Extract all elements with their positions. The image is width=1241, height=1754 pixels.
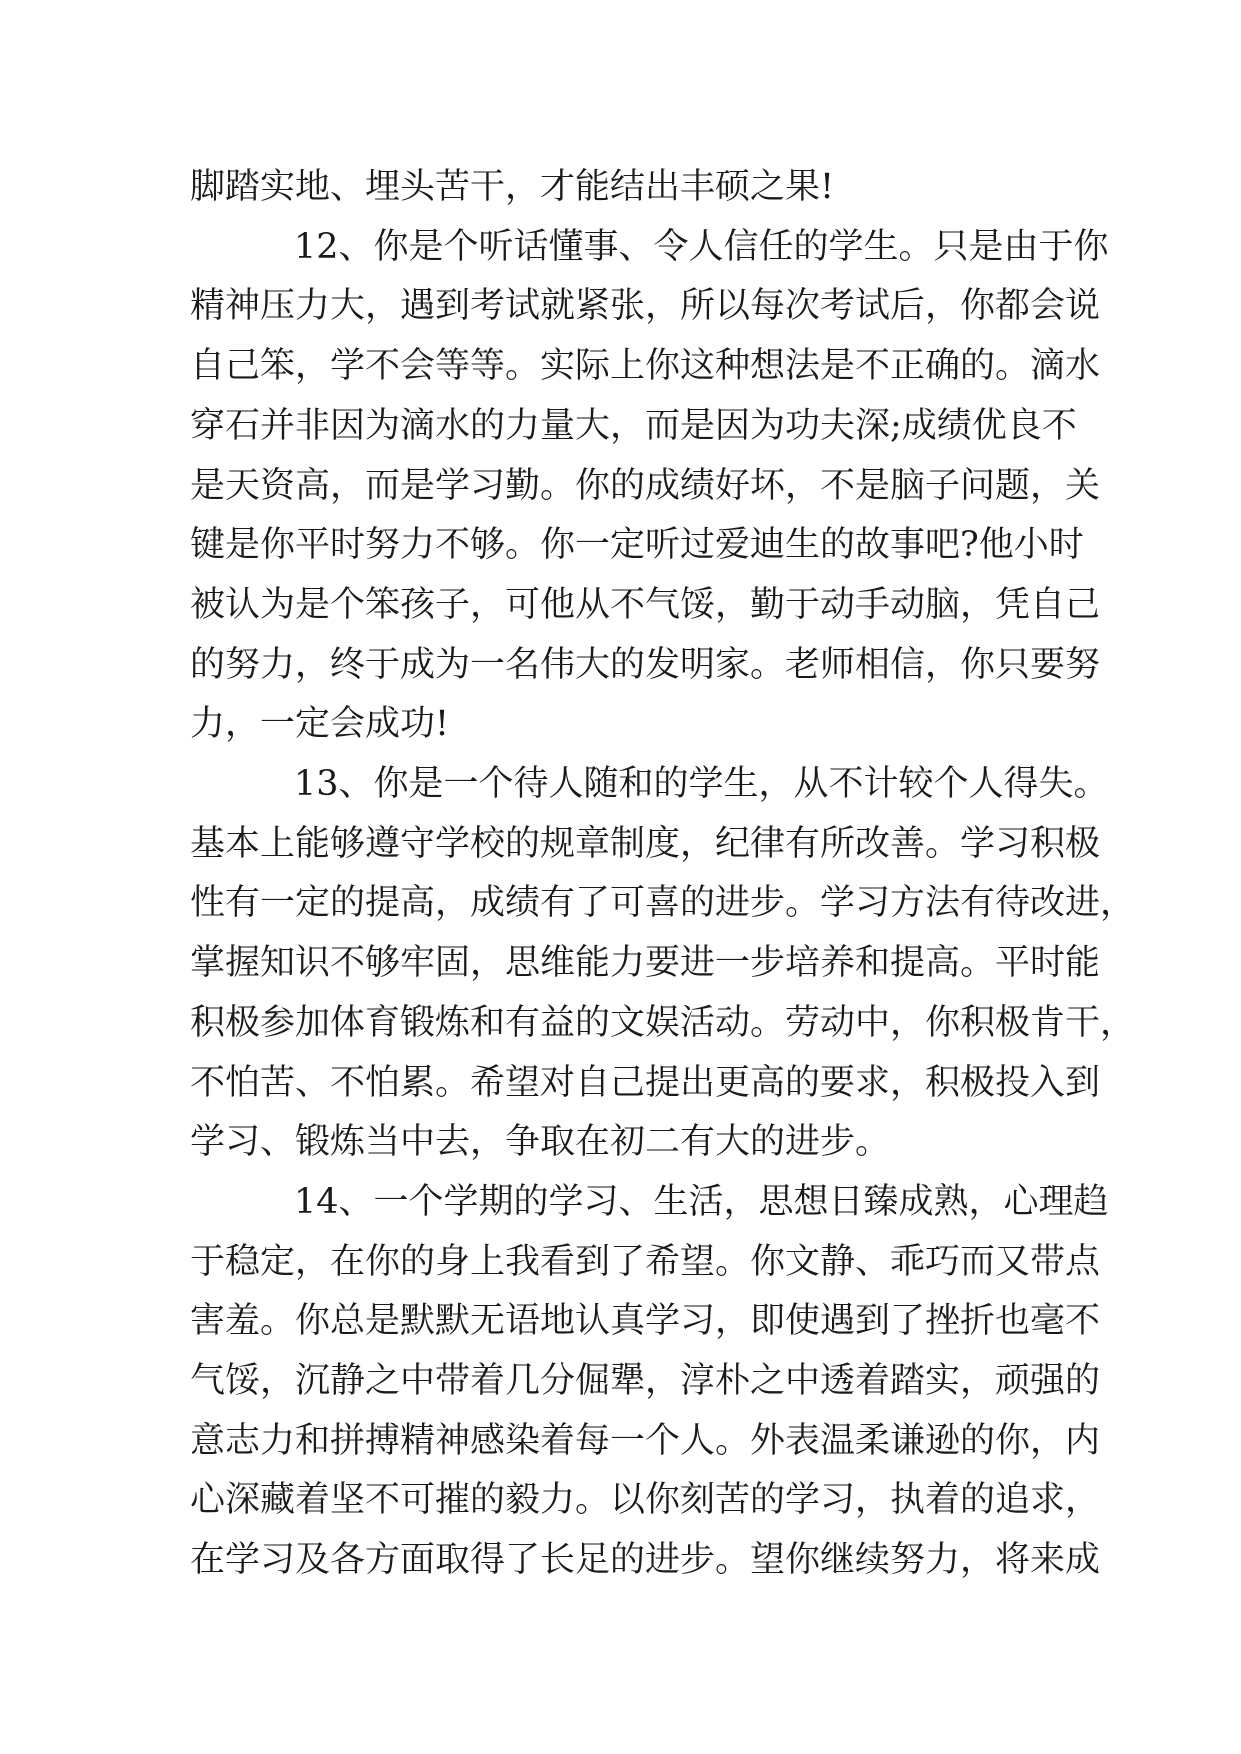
text-line: 自己笨，学不会等等。实际上你这种想法是不正确的。滴水 <box>190 346 1101 387</box>
document-body <box>190 158 1136 1591</box>
text-line: 力，一定会成功! <box>190 704 450 745</box>
text-line: 脚踏实地、埋头苦干，才能结出丰硕之果! <box>190 167 835 207</box>
text-line: 于稳定，在你的身上我看到了希望。你文静、乖巧而又带点 <box>190 1241 1101 1282</box>
text-line: 性有一定的提高，成绩有了可喜的进步。学习方法有待改进， <box>190 883 1136 924</box>
text-line: 穿石并非因为滴水的力量大，而是因为功夫深;成绩优良不 <box>190 405 1077 446</box>
text-line: 基本上能够遵守学校的规章制度，纪律有所改善。学习积极 <box>190 823 1101 864</box>
text-line: 掌握知识不够牢固，思维能力要进一步培养和提高。平时能 <box>190 943 1101 984</box>
text-line: 害羞。你总是默默无语地认真学习，即使遇到了挫折也毫不 <box>190 1301 1101 1342</box>
text-line: 学习、锻炼当中去，争取在初二有大的进步。 <box>190 1122 891 1163</box>
text-line: 积极参加体育锻炼和有益的文娱活动。劳动中，你积极肯干， <box>190 1002 1136 1043</box>
text-line: 在学习及各方面取得了长足的进步。望你继续努力，将来成 <box>190 1540 1101 1581</box>
paragraph-13-first-line: 13、你是一个待人随和的学生，从不计较个人得失。 <box>294 764 1109 805</box>
text-line: 是天资高，而是学习勤。你的成绩好坏，不是脑子问题，关 <box>190 465 1101 506</box>
text-line: 心深藏着坚不可摧的毅力。以你刻苦的学习，执着的追求， <box>190 1480 1101 1521</box>
text-line: 精神压力大，遇到考试就紧张，所以每次考试后，你都会说 <box>190 286 1101 327</box>
text-line: 键是你平时努力不够。你一定听过爱迪生的故事吧?他小时 <box>190 525 1084 566</box>
text-line: 气馁，沉静之中带着几分倔犟，淳朴之中透着踏实，顽强的 <box>190 1361 1101 1402</box>
text-line: 不怕苦、不怕累。希望对自己提出更高的要求，积极投入到 <box>190 1062 1101 1103</box>
paragraph-12-first-line: 12、你是个听话懂事、令人信任的学生。只是由于你 <box>294 226 1109 267</box>
text-line: 被认为是个笨孩子，可他从不气馁，勤于动手动脑，凭自己 <box>190 584 1101 625</box>
text-line: 意志力和拼搏精神感染着每一个人。外表温柔谦逊的你，内 <box>190 1420 1101 1461</box>
paragraph-14-first-line: 14、一个学期的学习、生活，思想日臻成熟，心理趋 <box>294 1181 1109 1222</box>
text-line: 的努力，终于成为一名伟大的发明家。老师相信，你只要努 <box>190 644 1101 685</box>
